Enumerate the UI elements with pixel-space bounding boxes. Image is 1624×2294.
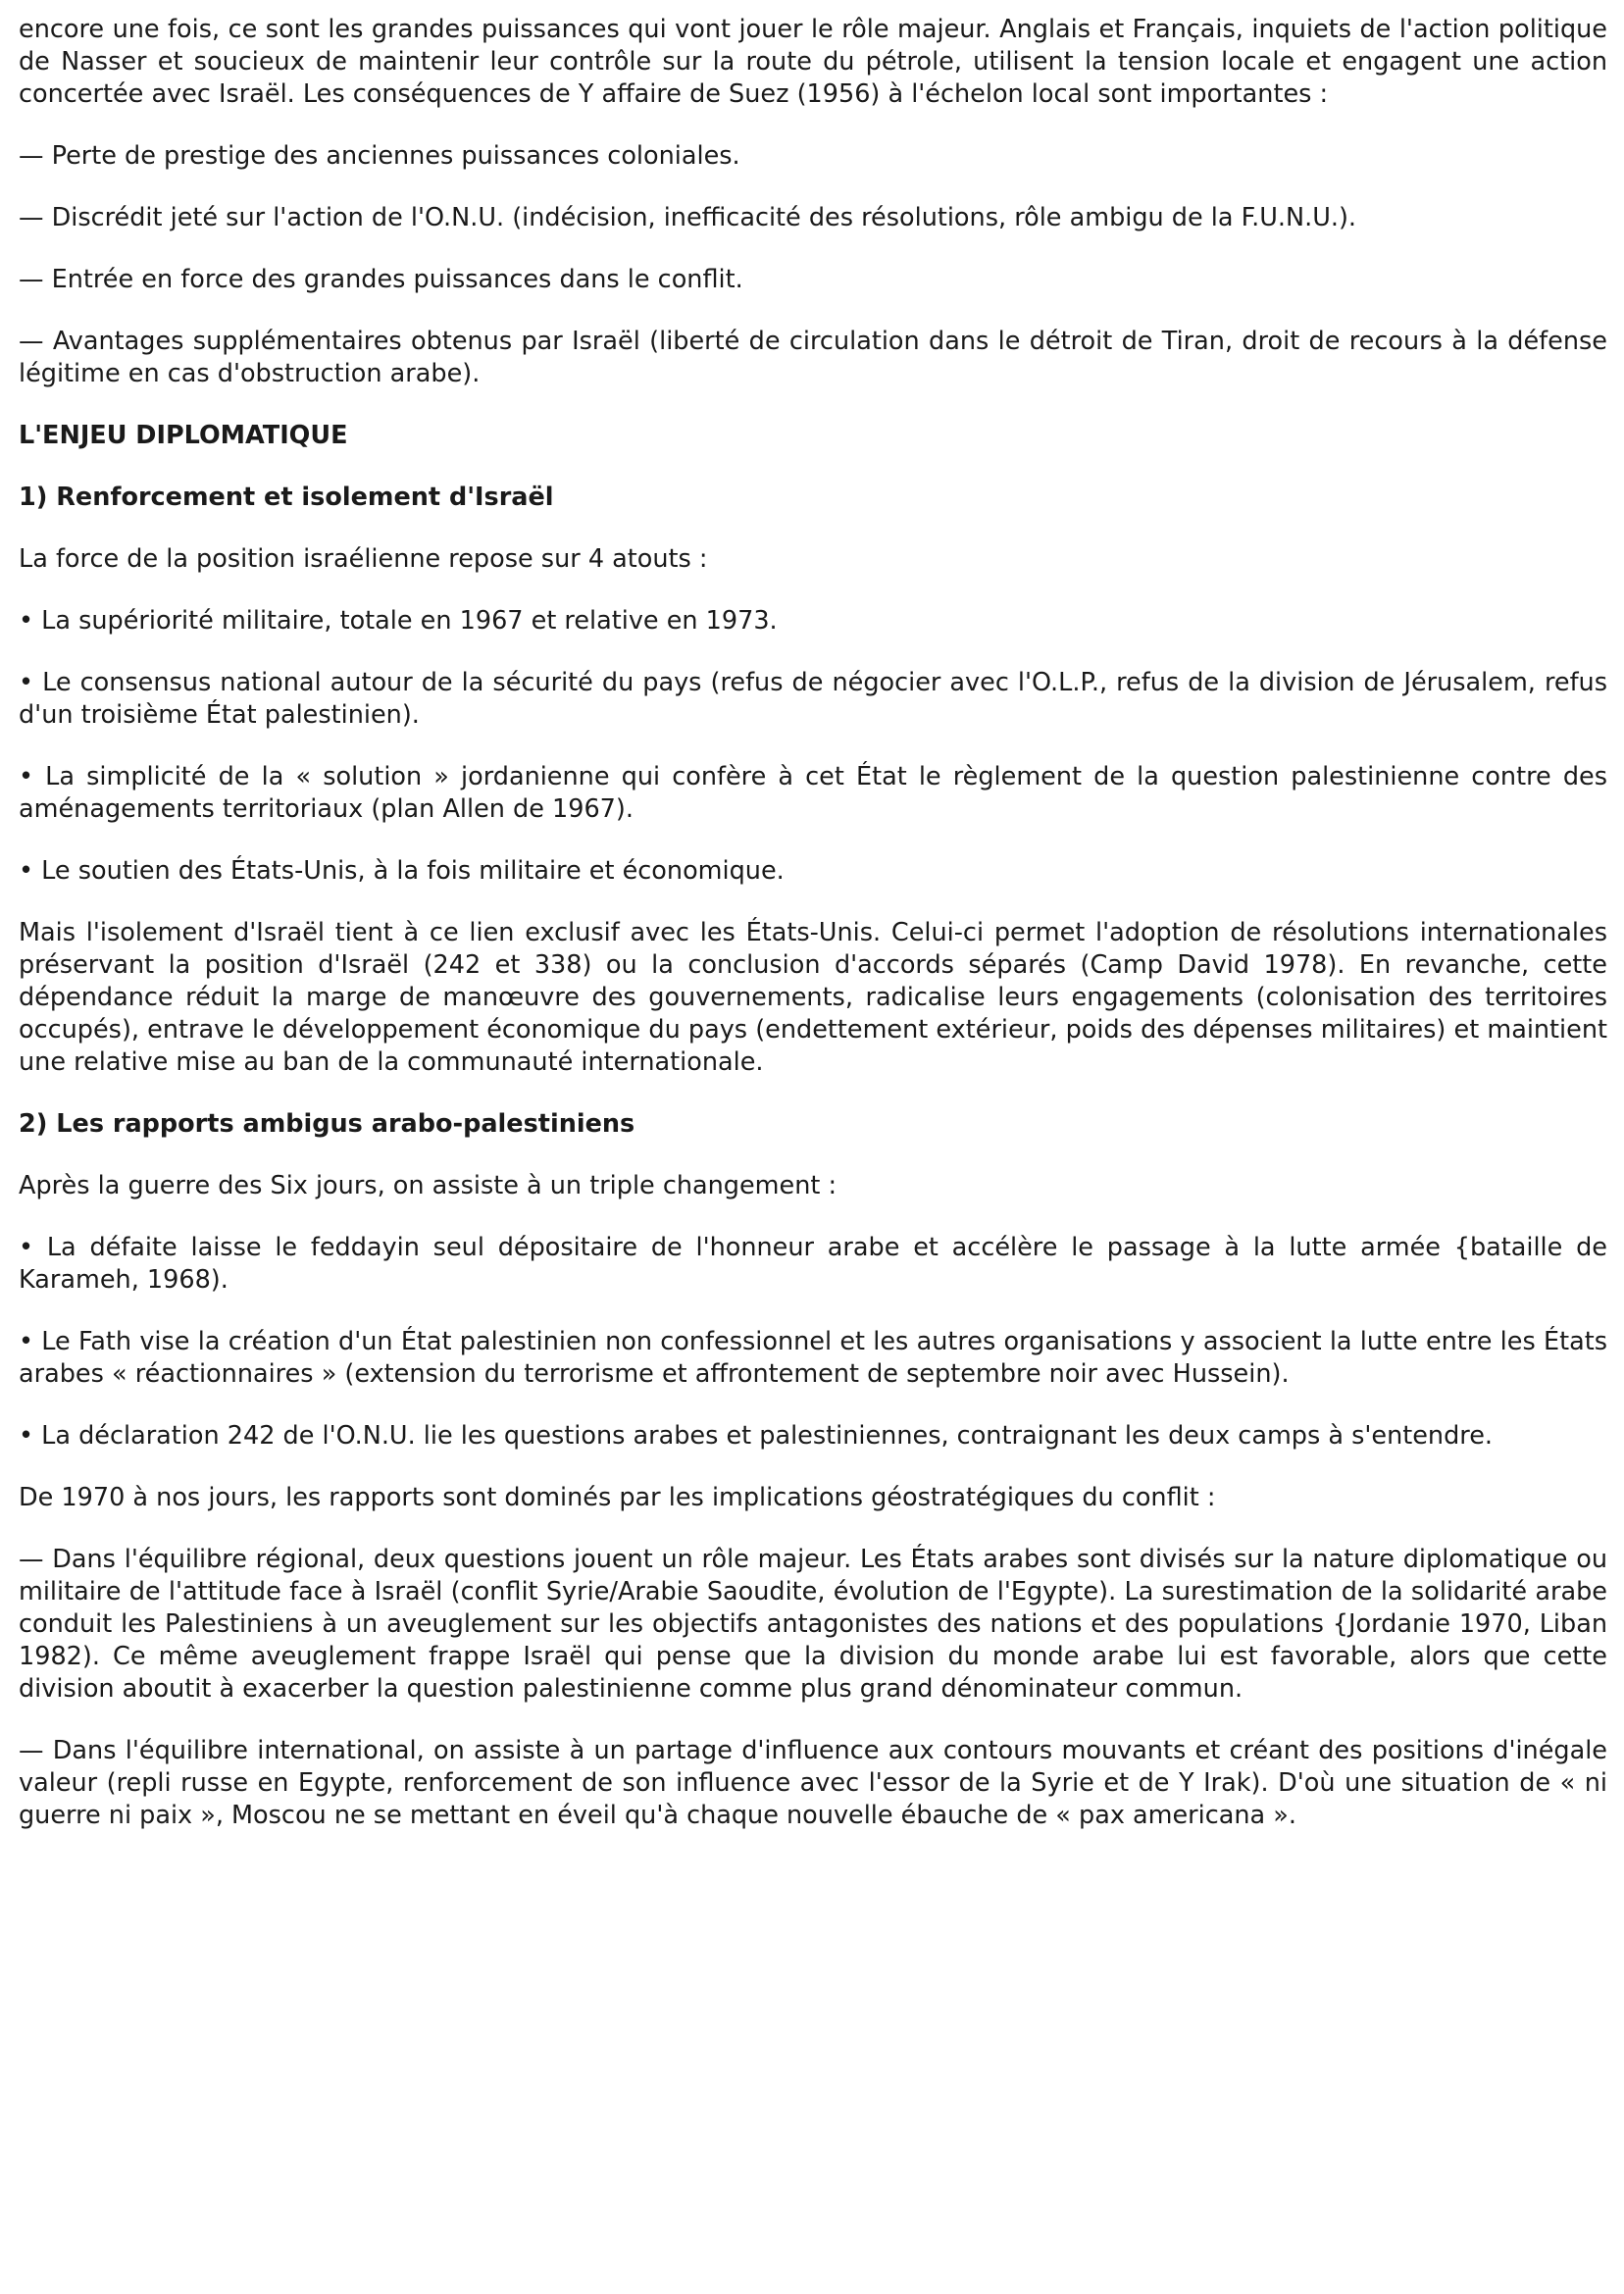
suez-consequence-item: — Avantages supplémentaires obtenus par Israël (liberté de circulation dans le détroit de Tiran, droit de recours à la défense légitime en cas d'obstruction arabe). <box>19 327 1607 388</box>
section2-bullet: • La défaite laisse le feddayin seul dépositaire de l'honneur arabe et accélère le passage à la lutte armée {bataille de Karameh, 1968). <box>19 1233 1607 1295</box>
section1-bullet: • La simplicité de la « solution » jordanienne qui confère à cet État le règlement de la question palestinienne contre des aménagements territoriaux (plan Allen de 1967). <box>19 762 1607 824</box>
section2-point: — Dans l'équilibre régional, deux questions jouent un rôle majeur. Les États arabes sont divisés sur la nature diplomatique ou militaire de l'attitude face à Israël (conflit Syrie/Arabie Saoudite, évolution de l'Egypte). La surestimation de la solidarité arabe conduit les Palestiniens à un aveuglement sur les objectifs antagonistes des nations et des populations {Jordanie 1970, Liban 1982). Ce même aveuglement frappe Israël qui pense que la division du monde arabe lui est favorable, alors que cette division aboutit à exacerber la question palestinienne comme plus grand dénominateur commun. <box>19 1545 1607 1704</box>
section1-bullet: • Le consensus national autour de la sécurité du pays (refus de négocier avec l'O.L.P., refus de la division de Jérusalem, refus d'un troisième État palestinien). <box>19 668 1607 730</box>
section1-bullet: • Le soutien des États-Unis, à la fois militaire et économique. <box>19 856 785 886</box>
section2-heading: 2) Les rapports ambigus arabo-palestiniens <box>19 1109 635 1139</box>
section2-transition: De 1970 à nos jours, les rapports sont dominés par les implications géostratégiques du conflit : <box>19 1483 1216 1512</box>
section2-intro: Après la guerre des Six jours, on assiste à un triple changement : <box>19 1171 837 1200</box>
section2-point: — Dans l'équilibre international, on assiste à un partage d'influence aux contours mouvants et créant des positions d'inégale valeur (repli russe en Egypte, renforcement de son influence avec l'essor de la Syrie et de Y Irak). D'où une situation de « ni guerre ni paix », Moscou ne se mettant en éveil qu'à chaque nouvelle ébauche de « pax americana ». <box>19 1736 1607 1830</box>
suez-consequence-item: — Perte de prestige des anciennes puissances coloniales. <box>19 141 740 171</box>
main-heading: L'ENJEU DIPLOMATIQUE <box>19 421 348 450</box>
document-page <box>19 14 1607 1861</box>
suez-consequence-item: — Discrédit jeté sur l'action de l'O.N.U. (indécision, inefficacité des résolutions, rôle ambigu de la F.U.N.U.). <box>19 203 1357 232</box>
section1-bullet: • La supériorité militaire, totale en 1967 et relative en 1973. <box>19 606 778 636</box>
section1-intro: La force de la position israélienne repose sur 4 atouts : <box>19 544 708 574</box>
section1-heading: 1) Renforcement et isolement d'Israël <box>19 483 554 512</box>
suez-consequence-item: — Entrée en force des grandes puissances dans le conflit. <box>19 265 743 294</box>
section2-bullet: • Le Fath vise la création d'un État palestinien non confessionnel et les autres organisations y associent la lutte entre les États arabes « réactionnaires » (extension du terrorisme et affrontement de septembre noir avec Hussein). <box>19 1327 1607 1389</box>
intro-paragraph: encore une fois, ce sont les grandes puissances qui vont jouer le rôle majeur. Anglais et Français, inquiets de l'action politique de Nasser et soucieux de maintenir leur contrôle sur la route du pétrole, utilisent la tension locale et engagent une action concertée avec Israël. Les conséquences de Y affaire de Suez (1956) à l'échelon local sont importantes : <box>19 15 1607 109</box>
section2-bullet: • La déclaration 242 de l'O.N.U. lie les questions arabes et palestiniennes, contraignant les deux camps à s'entendre. <box>19 1421 1493 1451</box>
section1-conclusion: Mais l'isolement d'Israël tient à ce lien exclusif avec les États-Unis. Celui-ci permet l'adoption de résolutions internationales préservant la position d'Israël (242 et 338) ou la conclusion d'accords séparés (Camp David 1978). En revanche, cette dépendance réduit la marge de manœuvre des gouvernements, radicalise leurs engagements (colonisation des territoires occupés), entrave le développement économique du pays (endettement extérieur, poids des dépenses militaires) et maintient une relative mise au ban de la communauté internationale. <box>19 918 1607 1077</box>
